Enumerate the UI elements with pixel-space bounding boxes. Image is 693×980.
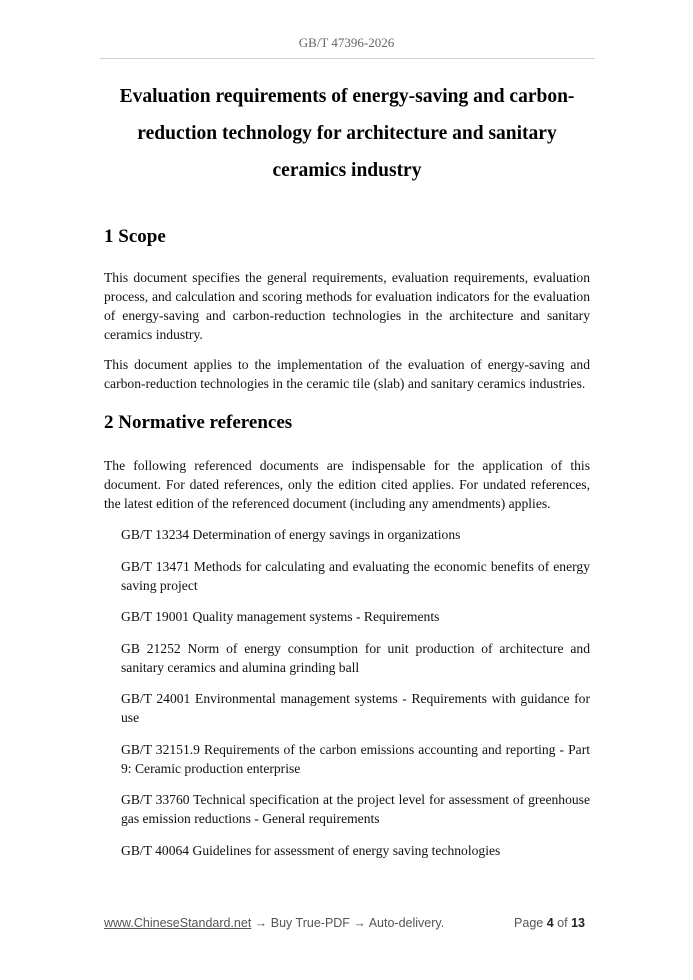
page-indicator xyxy=(514,916,585,930)
total-page-count: 13 xyxy=(571,916,585,930)
header-divider xyxy=(100,58,595,59)
reference-item: GB/T 33760 Technical specification at the project level for assessment of greenhouse gas emission reductions - General requirements xyxy=(121,792,590,826)
normative-intro-paragraph: The following referenced documents are indispensable for the application of this document. For dated references, only the edition cited applies. For undated references, the latest edition of the referenced document (including any amendments) applies. xyxy=(104,458,590,511)
website-link[interactable]: www.ChineseStandard.net xyxy=(104,916,252,930)
reference-item: GB 21252 Norm of energy consumption for unit production of architecture and sanitary ceramics and alumina grinding ball xyxy=(121,641,590,675)
reference-item: GB/T 13234 Determination of energy savings in organizations xyxy=(121,527,461,542)
reference-item: GB/T 19001 Quality management systems - Requirements xyxy=(121,609,440,624)
standard-code: GB/T 47396-2026 xyxy=(298,35,395,50)
reference-item: GB/T 32151.9 Requirements of the carbon emissions accounting and reporting - Part 9: Ceramic production enterprise xyxy=(121,742,590,776)
scope-paragraph-2: This document applies to the implementation of the evaluation of energy-saving and carbon-reduction technologies in the ceramic tile (slab) and sanitary ceramics industries. xyxy=(104,357,590,391)
page-label: Page xyxy=(514,916,544,930)
current-page-number: 4 xyxy=(546,916,554,930)
reference-item: GB/T 24001 Environmental management systems - Requirements with guidance for use xyxy=(121,691,590,725)
page-of-label: of xyxy=(557,916,568,930)
scope-paragraph-1: This document specifies the general requirements, evaluation requirements, evaluation process, and calculation and scoring methods for evaluation indicators for the evaluation of energy-saving and carbon-reduction technologies in the architecture and sanitary ceramics industry. xyxy=(104,270,590,342)
reference-item: GB/T 13471 Methods for calculating and evaluating the economic benefits of energy saving project xyxy=(121,559,590,593)
document-title: Evaluation requirements of energy-saving and carbon-reduction technology for architecture and sanitary ceramics industry xyxy=(119,86,575,181)
section-heading-normative-references: 2 Normative references xyxy=(104,412,293,433)
reference-item: GB/T 40064 Guidelines for assessment of energy saving technologies xyxy=(121,843,501,858)
footer-promo-text: → Buy True-PDF → Auto-delivery. xyxy=(251,916,445,930)
section-heading-scope: 1 Scope xyxy=(104,226,166,247)
footer-promo xyxy=(104,916,444,930)
